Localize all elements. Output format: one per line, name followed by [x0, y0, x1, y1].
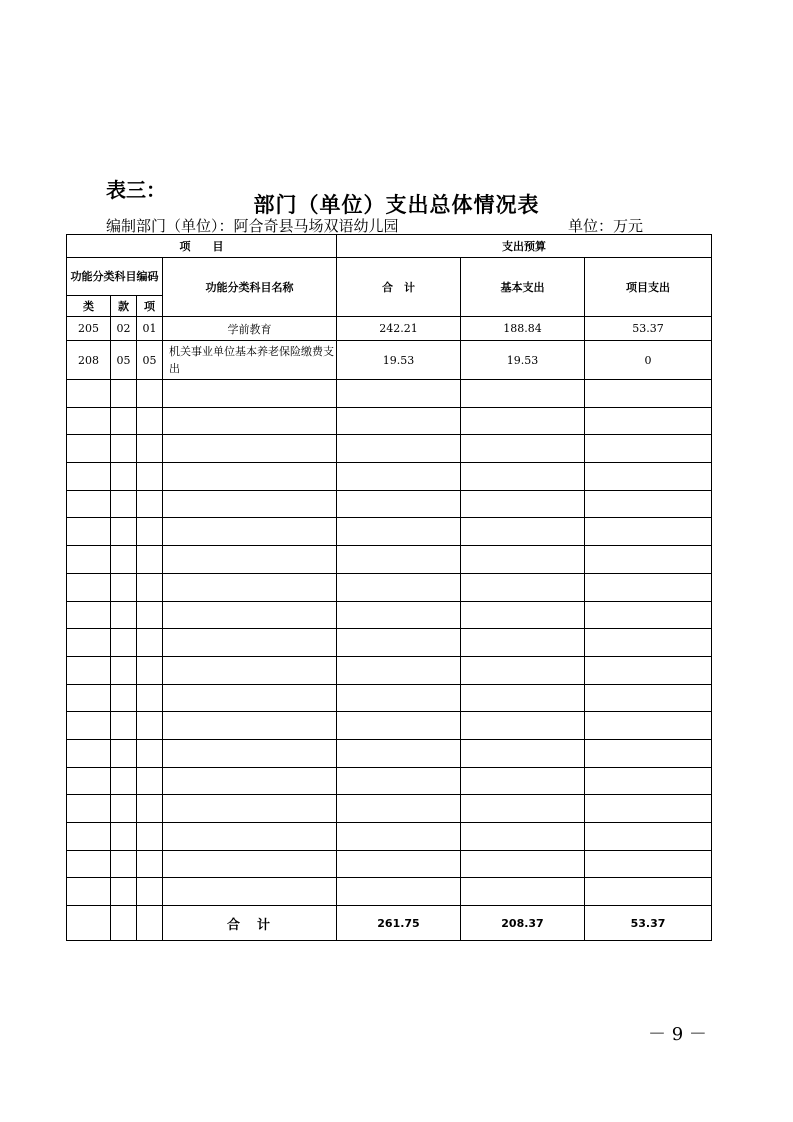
empty-cell — [111, 490, 137, 518]
header-basic: 基本支出 — [461, 258, 585, 317]
empty-cell — [137, 629, 163, 657]
empty-cell — [585, 463, 712, 491]
empty-cell — [337, 878, 461, 906]
totals-project: 53.37 — [585, 906, 712, 941]
cell-name: 学前教育 — [163, 317, 337, 341]
empty-cell — [67, 684, 111, 712]
table-row — [67, 317, 712, 341]
empty-cell — [585, 656, 712, 684]
empty-cell — [585, 573, 712, 601]
empty-row — [67, 739, 712, 767]
empty-cell — [111, 601, 137, 629]
cell-xiang: 05 — [137, 341, 163, 380]
empty-cell — [111, 684, 137, 712]
empty-cell — [137, 518, 163, 546]
empty-cell — [461, 629, 585, 657]
empty-cell — [67, 463, 111, 491]
empty-row — [67, 767, 712, 795]
unit-line: 单位：万元 — [568, 217, 644, 235]
empty-cell — [461, 878, 585, 906]
totals-row — [67, 906, 712, 941]
empty-cell — [461, 463, 585, 491]
table-row — [67, 341, 712, 380]
empty-cell — [585, 767, 712, 795]
empty-cell — [461, 546, 585, 574]
empty-cell — [111, 463, 137, 491]
empty-cell — [461, 767, 585, 795]
empty-cell — [337, 656, 461, 684]
empty-cell — [585, 739, 712, 767]
document-title: 部门（单位）支出总体情况表 — [253, 193, 540, 217]
empty-cell — [337, 546, 461, 574]
empty-cell — [111, 656, 137, 684]
header-code: 功能分类科目编码 — [67, 258, 163, 296]
totals-basic: 208.37 — [461, 906, 585, 941]
empty-cell — [137, 878, 163, 906]
empty-cell — [111, 546, 137, 574]
empty-cell — [111, 767, 137, 795]
empty-row — [67, 601, 712, 629]
empty-cell — [461, 656, 585, 684]
empty-cell — [163, 795, 337, 823]
header-name: 功能分类科目名称 — [163, 258, 337, 317]
empty-cell — [585, 435, 712, 463]
empty-cell — [163, 435, 337, 463]
cell-project: 53.37 — [585, 317, 712, 341]
empty-cell — [461, 684, 585, 712]
empty-cell — [111, 878, 137, 906]
empty-row — [67, 380, 712, 408]
empty-cell — [585, 823, 712, 851]
empty-cell — [163, 463, 337, 491]
empty-cell — [163, 712, 337, 740]
empty-cell — [337, 380, 461, 408]
empty-cell — [111, 712, 137, 740]
empty-cell — [137, 435, 163, 463]
empty-cell — [67, 546, 111, 574]
empty-row — [67, 573, 712, 601]
empty-cell — [111, 823, 137, 851]
empty-cell — [137, 546, 163, 574]
empty-cell — [111, 850, 137, 878]
empty-row — [67, 407, 712, 435]
empty-row — [67, 629, 712, 657]
empty-row — [67, 490, 712, 518]
cell-project: 0 — [585, 341, 712, 380]
empty-cell — [337, 712, 461, 740]
empty-cell — [461, 739, 585, 767]
empty-cell — [461, 518, 585, 546]
empty-cell — [111, 518, 137, 546]
cell-basic: 19.53 — [461, 341, 585, 380]
empty-cell — [461, 823, 585, 851]
empty-cell — [67, 435, 111, 463]
empty-row — [67, 850, 712, 878]
empty-cell — [337, 490, 461, 518]
empty-cell — [585, 684, 712, 712]
empty-cell — [163, 518, 337, 546]
empty-cell — [163, 490, 337, 518]
empty-cell — [163, 767, 337, 795]
header-project: 项目支出 — [585, 258, 712, 317]
empty-row — [67, 435, 712, 463]
cell-total: 19.53 — [337, 341, 461, 380]
header-lei: 类 — [67, 296, 111, 317]
empty-cell — [163, 739, 337, 767]
header-budget-group: 支出预算 — [337, 235, 712, 258]
empty-cell — [585, 601, 712, 629]
empty-cell — [163, 684, 337, 712]
empty-cell — [461, 407, 585, 435]
empty-cell — [111, 795, 137, 823]
empty-cell — [67, 823, 111, 851]
expenditure-table — [66, 234, 712, 941]
empty-row — [67, 518, 712, 546]
empty-cell — [67, 490, 111, 518]
empty-cell — [137, 850, 163, 878]
empty-cell — [337, 629, 461, 657]
empty-cell — [163, 823, 337, 851]
cell-basic: 188.84 — [461, 317, 585, 341]
totals-total: 261.75 — [337, 906, 461, 941]
department-line: 编制部门（单位）：阿合奇县马场双语幼儿园 — [106, 217, 399, 235]
cell-kuan: 05 — [111, 341, 137, 380]
empty-cell — [163, 656, 337, 684]
empty-cell — [585, 878, 712, 906]
empty-cell — [337, 573, 461, 601]
empty-cell — [337, 463, 461, 491]
empty-cell — [111, 407, 137, 435]
cell-lei: 208 — [67, 341, 111, 380]
empty-cell — [461, 573, 585, 601]
cell-total: 242.21 — [337, 317, 461, 341]
empty-cell — [461, 712, 585, 740]
header-kuan: 款 — [111, 296, 137, 317]
empty-cell — [163, 407, 337, 435]
empty-row — [67, 823, 712, 851]
empty-cell — [461, 435, 585, 463]
empty-cell — [337, 518, 461, 546]
empty-row — [67, 795, 712, 823]
empty-cell — [461, 601, 585, 629]
empty-row — [67, 463, 712, 491]
empty-cell — [67, 767, 111, 795]
header-xiang: 项 — [137, 296, 163, 317]
empty-cell — [163, 850, 337, 878]
empty-cell — [137, 407, 163, 435]
empty-cell — [137, 795, 163, 823]
empty-cell — [163, 573, 337, 601]
empty-cell — [585, 712, 712, 740]
empty-cell — [137, 767, 163, 795]
empty-cell — [337, 601, 461, 629]
empty-cell — [67, 518, 111, 546]
empty-cell — [337, 684, 461, 712]
totals-label: 合 计 — [163, 906, 337, 941]
empty-row — [67, 878, 712, 906]
empty-cell — [111, 739, 137, 767]
empty-cell — [67, 795, 111, 823]
empty-cell — [585, 850, 712, 878]
empty-cell — [461, 380, 585, 408]
empty-cell — [111, 380, 137, 408]
page-number: － 9 － — [648, 1024, 707, 1045]
empty-cell — [337, 767, 461, 795]
empty-row — [67, 656, 712, 684]
empty-cell — [67, 407, 111, 435]
empty-cell — [337, 435, 461, 463]
cell-name: 机关事业单位基本养老保险缴费支出 — [163, 341, 337, 380]
cell-lei: 205 — [67, 317, 111, 341]
empty-cell — [585, 629, 712, 657]
empty-cell — [137, 656, 163, 684]
empty-cell — [585, 795, 712, 823]
empty-cell — [137, 739, 163, 767]
empty-cell — [163, 629, 337, 657]
empty-cell — [163, 601, 337, 629]
empty-cell — [137, 712, 163, 740]
empty-cell — [337, 407, 461, 435]
empty-cell — [163, 546, 337, 574]
empty-cell — [137, 823, 163, 851]
empty-cell — [67, 656, 111, 684]
empty-cell — [137, 490, 163, 518]
empty-cell — [585, 546, 712, 574]
empty-row — [67, 684, 712, 712]
empty-cell — [67, 629, 111, 657]
empty-cell — [67, 712, 111, 740]
empty-row — [67, 546, 712, 574]
empty-cell — [137, 463, 163, 491]
empty-cell — [337, 823, 461, 851]
empty-cell — [585, 380, 712, 408]
empty-cell — [337, 739, 461, 767]
empty-cell — [67, 850, 111, 878]
empty-cell — [461, 850, 585, 878]
cell-xiang: 01 — [137, 317, 163, 341]
empty-cell — [67, 878, 111, 906]
empty-cell — [461, 795, 585, 823]
empty-cell — [67, 601, 111, 629]
empty-cell — [137, 573, 163, 601]
empty-cell — [111, 573, 137, 601]
empty-cell — [137, 684, 163, 712]
empty-cell — [337, 850, 461, 878]
table-number-label: 表三： — [106, 178, 166, 202]
empty-cell — [163, 878, 337, 906]
empty-cell — [163, 380, 337, 408]
empty-cell — [585, 518, 712, 546]
empty-row — [67, 712, 712, 740]
empty-cell — [585, 490, 712, 518]
empty-cell — [337, 795, 461, 823]
empty-cell — [585, 407, 712, 435]
empty-cell — [111, 435, 137, 463]
empty-cell — [111, 629, 137, 657]
empty-cell — [137, 601, 163, 629]
empty-cell — [461, 490, 585, 518]
empty-cell — [137, 380, 163, 408]
empty-cell — [67, 573, 111, 601]
header-total: 合 计 — [337, 258, 461, 317]
empty-cell — [67, 739, 111, 767]
cell-kuan: 02 — [111, 317, 137, 341]
header-item-group: 项 目 — [67, 235, 337, 258]
empty-cell — [67, 380, 111, 408]
